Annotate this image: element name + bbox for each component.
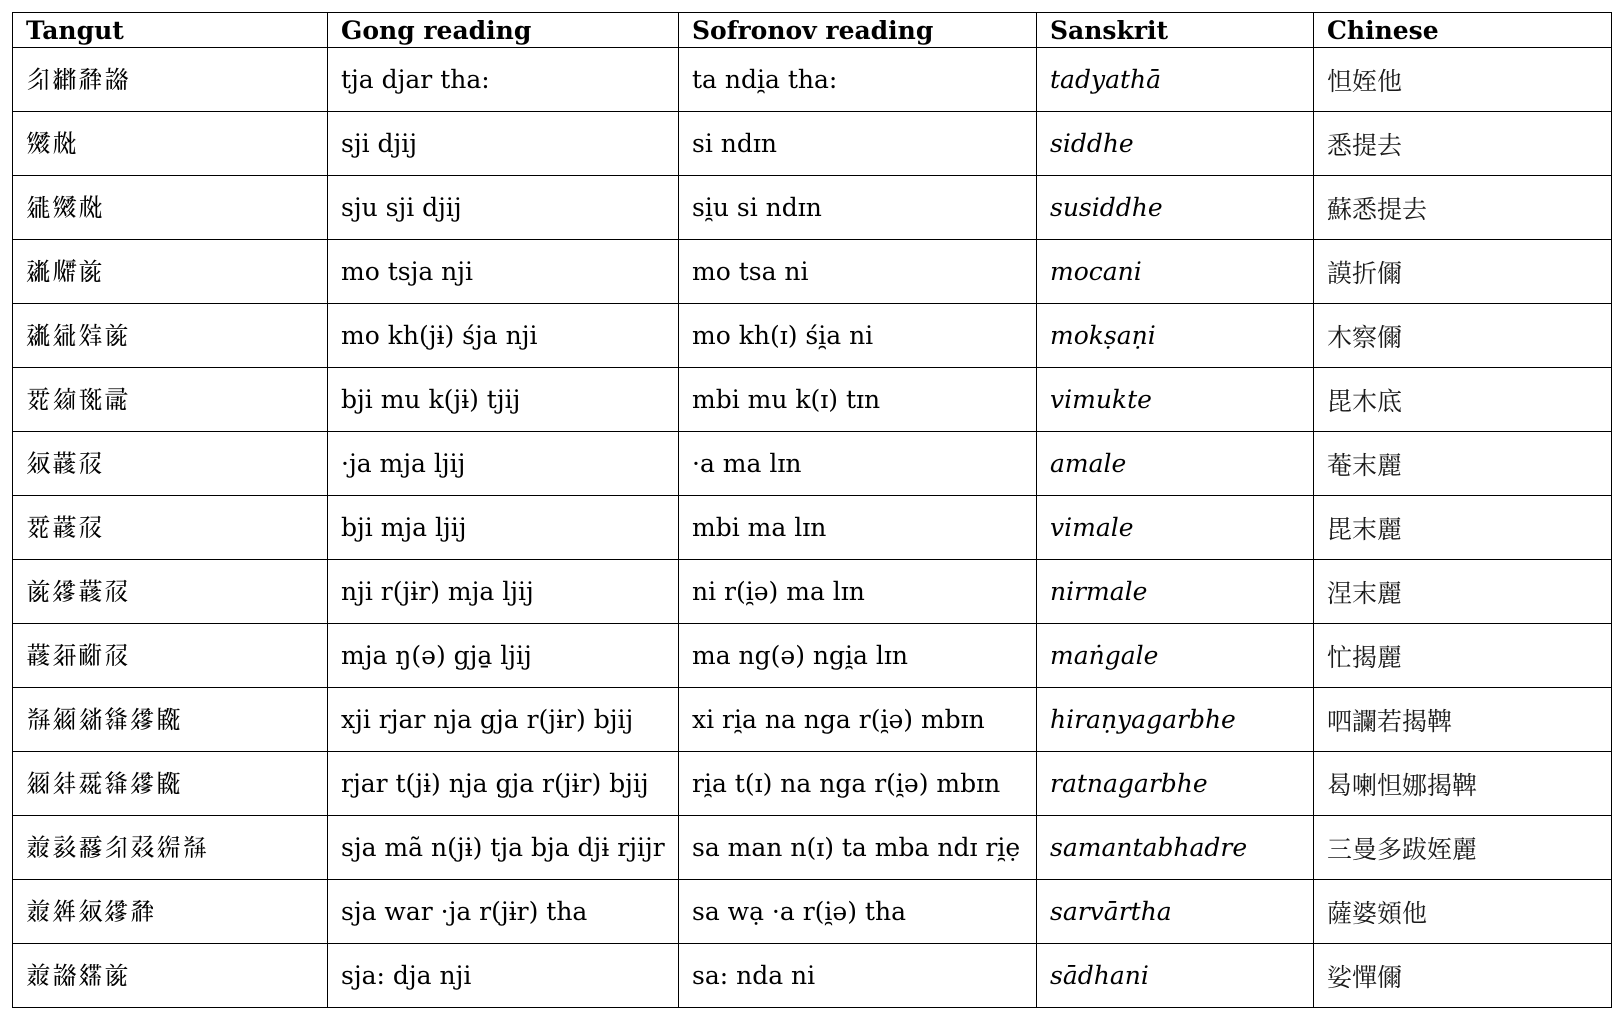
cell-gong-reading: mo tsja nji: [328, 240, 679, 304]
table-row: [13, 112, 1612, 176]
cell-sanskrit: sarvārtha: [1037, 880, 1314, 944]
table-row: [13, 560, 1612, 624]
transcription-table: [12, 12, 1612, 1008]
cell-gong-reading: sja war ·ja r(jɨr) tha: [328, 880, 679, 944]
table-row: [13, 368, 1612, 432]
cell-tangut: 𗼃𘂤𗴂𘀗: [13, 48, 328, 112]
cell-sofronov-reading: sa: nda ni: [679, 944, 1037, 1008]
cell-sofronov-reading: mbi ma lɪn: [679, 496, 1037, 560]
cell-sofronov-reading: ma ng(ə) ngi̯a lɪn: [679, 624, 1037, 688]
cell-gong-reading: nji r(jɨr) mja ljij: [328, 560, 679, 624]
cell-chinese: 曷喇怛娜揭鞞: [1314, 752, 1612, 816]
cell-sanskrit: samantabhadre: [1037, 816, 1314, 880]
cell-chinese: 毘木底: [1314, 368, 1612, 432]
table-row: [13, 48, 1612, 112]
cell-gong-reading: ·ja mja ljij: [328, 432, 679, 496]
cell-sofronov-reading: sa man n(ɪ) ta mba ndɪ ri̯ẹ: [679, 816, 1037, 880]
cell-gong-reading: mo kh(jɨ) śja nji: [328, 304, 679, 368]
cell-tangut: 𗡶𗣼𗽅𗐯: [13, 304, 328, 368]
cell-sofronov-reading: si ndɪn: [679, 112, 1037, 176]
header-sofronov-reading: Sofronov reading: [679, 13, 1037, 48]
table-body: [13, 48, 1612, 1008]
table-row: [13, 752, 1612, 816]
cell-sanskrit: sādhani: [1037, 944, 1314, 1008]
cell-tangut: 𘃣𗥃𗣫𗌭𗧘𗺀: [13, 688, 328, 752]
cell-sanskrit: siddhe: [1037, 112, 1314, 176]
cell-gong-reading: mja ŋ(ə) gja̱ ljij: [328, 624, 679, 688]
cell-chinese: 謨折儞: [1314, 240, 1612, 304]
cell-sanskrit: amale: [1037, 432, 1314, 496]
cell-tangut: 𗴲𗞞𗗘: [13, 496, 328, 560]
cell-sofronov-reading: si̯u si ndɪn: [679, 176, 1037, 240]
header-gong-reading: Gong reading: [328, 13, 679, 48]
cell-gong-reading: bji mu k(jɨ) tjij: [328, 368, 679, 432]
cell-tangut: 𗥃𗢳𗴺𗌭𗧘𗺀: [13, 752, 328, 816]
cell-chinese: 呬讕若揭鞞: [1314, 688, 1612, 752]
cell-chinese: 娑憚儞: [1314, 944, 1612, 1008]
cell-tangut: 𗓱𗙷𗵒𗼃𘄴𗦆𘃣: [13, 816, 328, 880]
cell-chinese: 怛姪他: [1314, 48, 1612, 112]
cell-tangut: 𗴲𗦻𗍊𗕕: [13, 368, 328, 432]
cell-sofronov-reading: ·a ma lɪn: [679, 432, 1037, 496]
cell-tangut: 𗓱𗤶𗢸𗧘𗴂: [13, 880, 328, 944]
cell-sanskrit: hiraṇyagarbhe: [1037, 688, 1314, 752]
cell-chinese: 蘇悉提去: [1314, 176, 1612, 240]
cell-chinese: 悉提去: [1314, 112, 1612, 176]
cell-gong-reading: rjar t(jɨ) nja gja r(jɨr) bjij: [328, 752, 679, 816]
table-row: [13, 304, 1612, 368]
cell-chinese: 木察儞: [1314, 304, 1612, 368]
cell-sanskrit: nirmale: [1037, 560, 1314, 624]
cell-chinese: 菴末麗: [1314, 432, 1612, 496]
cell-sofronov-reading: mo kh(ɪ) śi̯a ni: [679, 304, 1037, 368]
table-row: [13, 240, 1612, 304]
cell-tangut: 𗢸𗞞𗗘: [13, 432, 328, 496]
cell-sanskrit: susiddhe: [1037, 176, 1314, 240]
table-row: [13, 432, 1612, 496]
cell-sanskrit: vimukte: [1037, 368, 1314, 432]
cell-gong-reading: sji djij: [328, 112, 679, 176]
table-row: [13, 624, 1612, 688]
cell-sanskrit: maṅgale: [1037, 624, 1314, 688]
cell-sofronov-reading: ri̯a t(ɪ) na nga r(i̯ə) mbɪn: [679, 752, 1037, 816]
cell-sanskrit: mokṣaṇi: [1037, 304, 1314, 368]
header-tangut: Tangut: [13, 13, 328, 48]
cell-gong-reading: tja djar tha:: [328, 48, 679, 112]
cell-chinese: 毘末麗: [1314, 496, 1612, 560]
cell-chinese: 涅末麗: [1314, 560, 1612, 624]
cell-chinese: 忙揭麗: [1314, 624, 1612, 688]
table-row: [13, 880, 1612, 944]
cell-sanskrit: ratnagarbhe: [1037, 752, 1314, 816]
table-row: [13, 496, 1612, 560]
cell-sofronov-reading: sa wạ ·a r(i̯ə) tha: [679, 880, 1037, 944]
cell-sanskrit: mocani: [1037, 240, 1314, 304]
cell-tangut: 𗞞𗳜𗠁𗗘: [13, 624, 328, 688]
header-chinese: Chinese: [1314, 13, 1612, 48]
header-sanskrit: Sanskrit: [1037, 13, 1314, 48]
cell-sofronov-reading: ni r(i̯ə) ma lɪn: [679, 560, 1037, 624]
cell-gong-reading: sja mã n(jɨ) tja bja djɨ rjijr: [328, 816, 679, 880]
table-row: [13, 176, 1612, 240]
cell-sanskrit: tadyathā: [1037, 48, 1314, 112]
cell-sofronov-reading: xi ri̯a na nga r(i̯ə) mbɪn: [679, 688, 1037, 752]
cell-chinese: 薩婆頞他: [1314, 880, 1612, 944]
cell-gong-reading: xji rjar nja gja r(jɨr) bjij: [328, 688, 679, 752]
cell-gong-reading: sju sji djij: [328, 176, 679, 240]
cell-chinese: 三曼多跋姪麗: [1314, 816, 1612, 880]
table-row: [13, 816, 1612, 880]
cell-tangut: 𗐯𗧘𗞞𗗘: [13, 560, 328, 624]
cell-gong-reading: bji mja ljij: [328, 496, 679, 560]
cell-tangut: 𗧓𗌒𗍬: [13, 176, 328, 240]
cell-sofronov-reading: mo tsa ni: [679, 240, 1037, 304]
cell-sofronov-reading: mbi mu k(ɪ) tɪn: [679, 368, 1037, 432]
header-row: [13, 13, 1612, 48]
cell-tangut: 𗓱𘀗𗿒𗐯: [13, 944, 328, 1008]
table-row: [13, 944, 1612, 1008]
cell-gong-reading: sja: dja nji: [328, 944, 679, 1008]
cell-sanskrit: vimale: [1037, 496, 1314, 560]
cell-sofronov-reading: ta ndi̯a tha:: [679, 48, 1037, 112]
cell-tangut: 𗡶𗆞𗐯: [13, 240, 328, 304]
table-row: [13, 688, 1612, 752]
cell-tangut: 𗌒𗍬: [13, 112, 328, 176]
